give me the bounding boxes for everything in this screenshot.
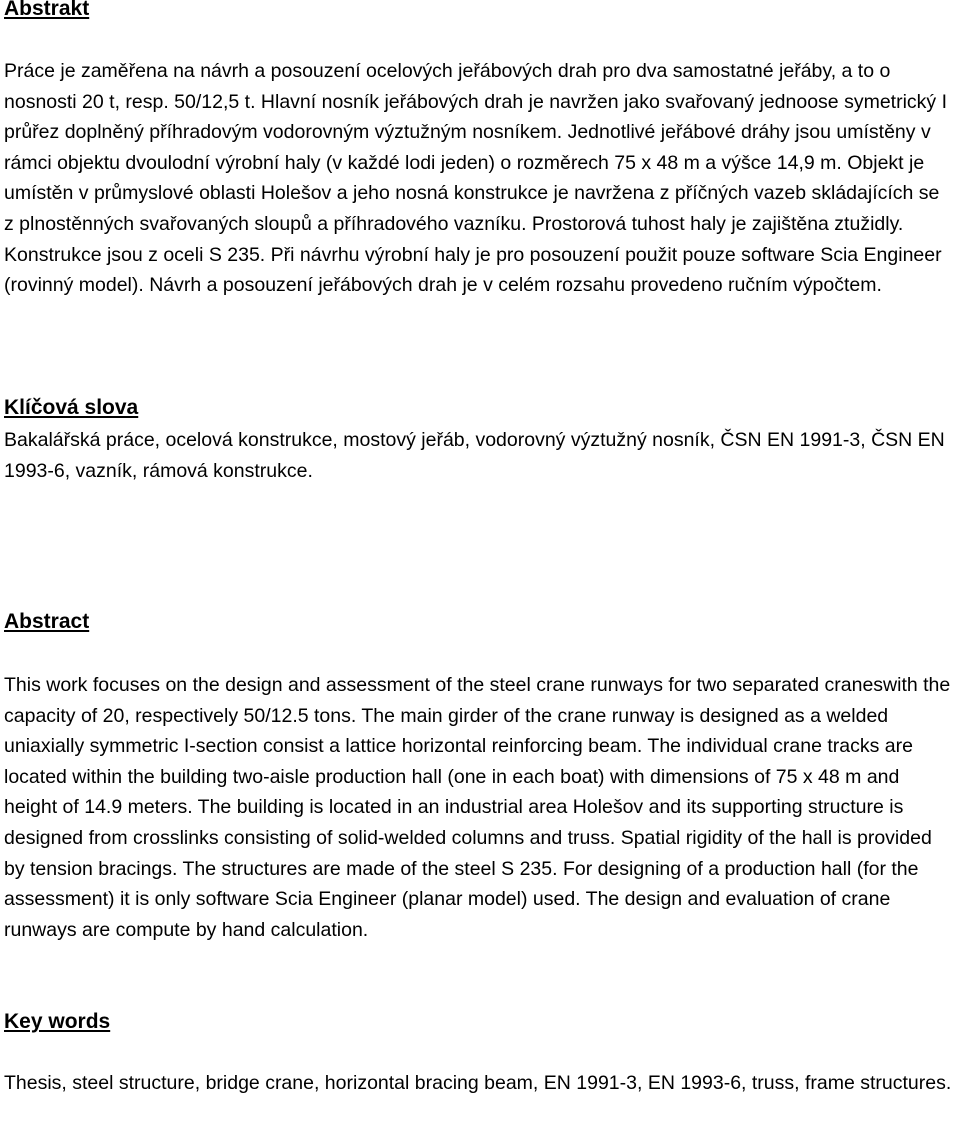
- abstrakt-text: Práce je zaměřena na návrh a posouzení ocelových jeřábových drah pro dva samostatné jeřáby, a to o nosnosti 20 t, resp. 50/12,5 t. Hlavní nosník jeřábových drah je navržen jako svařovaný jednoose symetrický I průřez doplněný příhradovým vodorovným výztužným nosníkem. Jednotlivé jeřábové dráhy jsou umístěny v rámci objektu dvoulodní výrobní haly (v každé lodi jeden) o rozměrech 75 x 48 m a výšce 14,9 m. Objekt je umístěn v průmyslové oblasti Holešov a jeho nosná konstrukce je navržena z příčných vazeb skládajících se z plnostěnných svařovaných sloupů a příhradového vazníku. Prostorová tuhost haly je zajištěna ztužidly. Konstrukce jsou z oceli S 235. Při návrhu výrobní haly je pro posouzení použit pouze software Scia Engineer (rovinný model). Návrh a posouzení jeřábových drah je v celém rozsahu provedeno ručním výpočtem.: [4, 60, 947, 297]
- key-words-text: Thesis, steel structure, bridge crane, horizontal bracing beam, EN 1991-3, EN 1993-6, truss, frame structures.: [4, 1072, 952, 1094]
- abstract-text: This work focuses on the design and assessment of the steel crane runways for two separated craneswith the capacity of 20, respectively 50/12.5 tons. The main girder of the crane runway is designed as a welded uniaxially symmetric I-section consist a lattice horizontal reinforcing beam. The individual crane tracks are located within the building two-aisle production hall (one in each boat) with dimensions of 75 x 48 m and height of 14.9 meters. The building is located in an industrial area Holešov and its supporting structure is designed from crosslinks consisting of solid-welded columns and truss. Spatial rigidity of the hall is provided by tension bracings. The structures are made of the steel S 235. For designing of a production hall (for the assessment) it is only software Scia Engineer (planar model) used. The design and evaluation of crane runways are compute by hand calculation.: [4, 674, 951, 941]
- abstract-heading: Abstract: [4, 610, 90, 633]
- klicova-slova-heading: Klíčová slova: [4, 396, 139, 419]
- key-words-heading: Key words: [4, 1010, 111, 1033]
- klicova-slova-text: Bakalářská práce, ocelová konstrukce, mostový jeřáb, vodorovný výztužný nosník, ČSN EN 1991-3, ČSN EN 1993-6, vazník, rámová konstrukce.: [4, 429, 945, 482]
- abstrakt-heading: Abstrakt: [4, 0, 90, 20]
